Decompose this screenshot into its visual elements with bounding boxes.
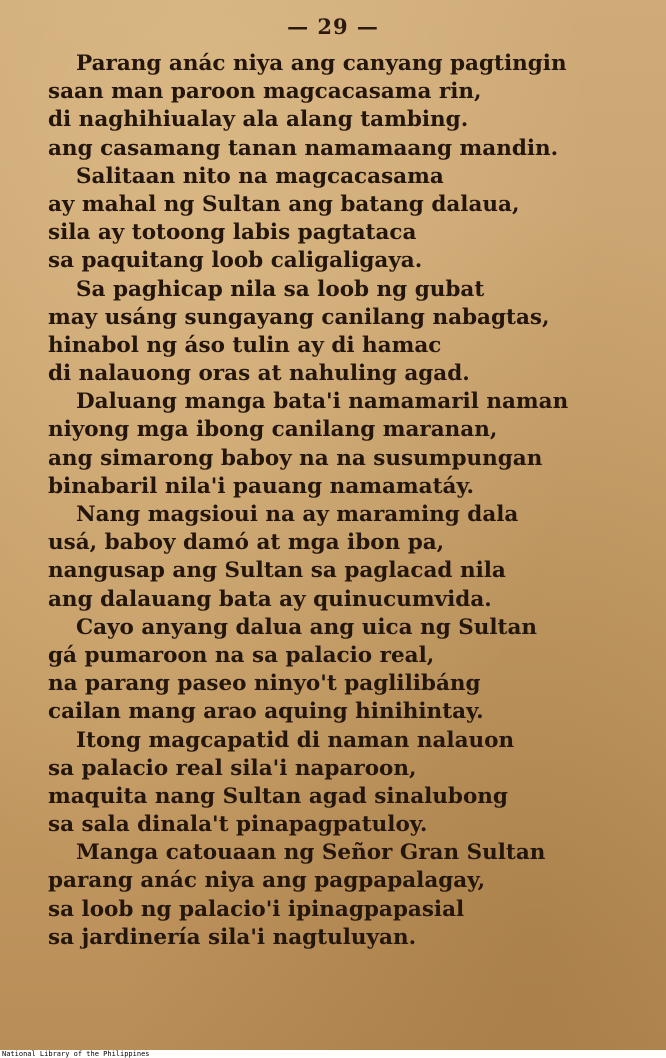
- verse-line: binabaril nila'i pauang namamatáy.: [48, 473, 474, 499]
- verse-line: hinabol ng áso tulin ay di hamac: [48, 332, 442, 358]
- verse-line: Itong magcapatid di naman nalauon: [76, 727, 515, 753]
- verse-text-block: [48, 50, 648, 952]
- verse-line: may usáng sungayang canilang nabagtas,: [48, 304, 550, 330]
- verse-line: gá pumaroon na sa palacio real,: [48, 642, 435, 668]
- verse-line: usá, baboy damó at mga ibon pa,: [48, 530, 445, 556]
- page-number: — 29 —: [287, 14, 379, 39]
- verse-line: di naghihiualay ala alang tambing.: [48, 107, 469, 133]
- verse-line: Daluang manga bata'i namamaril naman: [76, 389, 569, 415]
- verse-line: Manga catouaan ng Señor Gran Sultan: [76, 840, 546, 866]
- verse-line: ang dalauang bata ay quinucumvida.: [48, 586, 492, 612]
- verse-line: saan man paroon magcacasama rin,: [48, 79, 482, 105]
- verse-line: sila ay totoong labis pagtataca: [48, 220, 417, 246]
- verse-line: Cayo anyang dalua ang uica ng Sultan: [76, 614, 538, 640]
- verse-line: di nalauong oras at nahuling agad.: [48, 361, 470, 387]
- verse-line: ang simarong baboy na na susumpungan: [48, 445, 543, 471]
- verse-line: cailan mang arao aquing hinihintay.: [48, 699, 484, 725]
- verse-line: sa sala dinala't pinapagpatuloy.: [48, 812, 428, 838]
- verse-line: niyong mga ibong canilang maranan,: [48, 417, 498, 443]
- verse-line: ay mahal ng Sultan ang batang dalaua,: [48, 191, 520, 217]
- verse-line: Sa paghicap nila sa loob ng gubat: [76, 276, 485, 302]
- verse-line: Nang magsioui na ay maraming dala: [76, 502, 519, 527]
- library-credit: National Library of the Philippines: [2, 1050, 150, 1058]
- verse-line: maquita nang Sultan agad sinalubong: [48, 783, 508, 809]
- verse-line: nangusap ang Sultan sa paglacad nila: [48, 558, 506, 584]
- verse-line: ang casamang tanan namamaang mandin.: [48, 135, 559, 161]
- verse-line: parang anác niya ang pagpapalagay,: [48, 868, 486, 894]
- verse-line: sa palacio real sila'i naparoon,: [48, 755, 417, 781]
- verse-line: Parang anác niya ang canyang pagtingin: [76, 51, 567, 76]
- verse-line: Salitaan nito na magcacasama: [76, 163, 444, 189]
- verse-line: na parang paseo ninyo't paglilibáng: [48, 671, 481, 697]
- verse-line: sa loob ng palacio'i ipinagpapasial: [48, 896, 465, 922]
- verse-line: sa paquitang loob caligaligaya.: [48, 248, 423, 274]
- verse-line: sa jardinería sila'i nagtuluyan.: [48, 924, 417, 950]
